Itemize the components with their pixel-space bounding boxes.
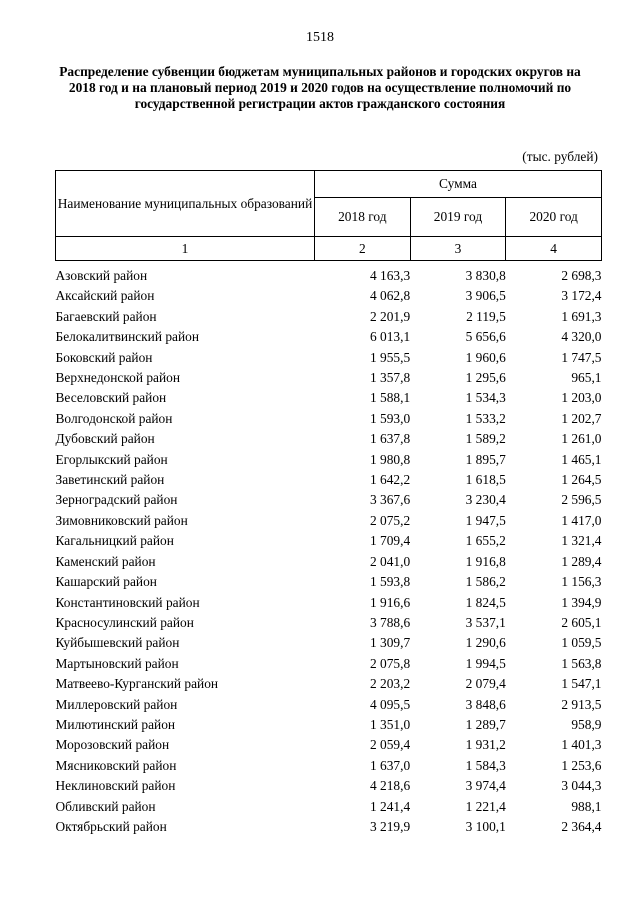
municipality-name-cell: Морозовский район bbox=[55, 737, 170, 753]
table-row bbox=[56, 348, 602, 368]
value-2020-cell: 1 289,4 bbox=[561, 553, 602, 569]
municipality-name-cell: Заветинский район bbox=[55, 472, 165, 488]
value-2018-cell: 4 062,8 bbox=[369, 288, 411, 304]
table-row bbox=[56, 327, 602, 347]
value-2020-cell: 1 203,0 bbox=[561, 390, 602, 406]
document-title: Распределение субвенции бюджетам муниципальных районов и городских округов на 2018 год и на плановый период 2019 и 2020 годов на осуществление полномочий по государственной регистрации актов гражданского состояния bbox=[59, 64, 581, 111]
value-2019-cell: 1 533,2 bbox=[465, 410, 506, 426]
municipality-name-cell: Красносулинский район bbox=[55, 614, 194, 630]
municipality-name-cell: Зерноградский район bbox=[55, 492, 178, 508]
value-2018-cell: 1 916,6 bbox=[369, 594, 411, 610]
municipality-name-cell: Каменский район bbox=[55, 553, 156, 569]
value-2018-cell: 1 637,0 bbox=[369, 757, 411, 773]
municipality-name-cell: Белокалитвинский район bbox=[55, 329, 200, 345]
table-row bbox=[56, 307, 602, 327]
value-2020-cell: 1 059,5 bbox=[561, 635, 602, 651]
value-2018-cell: 2 041,0 bbox=[369, 553, 411, 569]
table-row bbox=[56, 654, 602, 674]
value-2018-cell: 1 955,5 bbox=[369, 349, 411, 365]
table-row bbox=[56, 593, 602, 613]
value-2018-cell: 1 351,0 bbox=[369, 716, 411, 732]
value-2020-cell: 1 394,9 bbox=[561, 594, 602, 610]
municipality-name-cell: Волгодонской район bbox=[55, 410, 173, 426]
value-2018-cell: 1 241,4 bbox=[369, 798, 411, 814]
value-2020-cell: 1 253,6 bbox=[561, 757, 602, 773]
table-row bbox=[56, 531, 602, 551]
value-2020-cell: 1 465,1 bbox=[561, 451, 602, 467]
table-row bbox=[56, 490, 602, 510]
column-number-1: 1 bbox=[56, 237, 315, 261]
value-2018-cell: 1 709,4 bbox=[369, 533, 411, 549]
value-2019-cell: 1 994,5 bbox=[465, 655, 506, 671]
value-2020-cell: 958,9 bbox=[571, 716, 602, 732]
municipality-name-cell: Зимовниковский район bbox=[55, 512, 188, 528]
value-2020-cell: 1 156,3 bbox=[561, 574, 602, 590]
value-2018-cell: 2 201,9 bbox=[369, 308, 411, 324]
value-2018-cell: 1 980,8 bbox=[369, 451, 411, 467]
value-2019-cell: 1 290,6 bbox=[465, 635, 506, 651]
value-2019-cell: 1 618,5 bbox=[465, 472, 506, 488]
value-2020-cell: 4 320,0 bbox=[561, 329, 602, 345]
table-row bbox=[56, 552, 602, 572]
value-2018-cell: 1 642,2 bbox=[369, 472, 411, 488]
value-2020-cell: 1 563,8 bbox=[561, 655, 602, 671]
municipality-name-cell: Веселовский район bbox=[55, 390, 167, 406]
table-row bbox=[56, 715, 602, 735]
value-2018-cell: 2 075,8 bbox=[369, 655, 411, 671]
municipality-name-cell: Милютинский район bbox=[55, 716, 176, 732]
subvention-table bbox=[55, 170, 602, 837]
value-2020-cell: 1 417,0 bbox=[561, 512, 602, 528]
value-2019-cell: 1 895,7 bbox=[465, 451, 506, 467]
table-row bbox=[56, 368, 602, 388]
municipality-name-cell: Мартыновский район bbox=[55, 655, 179, 671]
value-2020-cell: 1 264,5 bbox=[561, 472, 602, 488]
value-2020-cell: 3 172,4 bbox=[561, 288, 602, 304]
table-row bbox=[56, 776, 602, 796]
page-number: 1518 bbox=[306, 30, 334, 45]
municipality-name-cell: Обливский район bbox=[55, 798, 156, 814]
column-number-4: 4 bbox=[506, 237, 602, 261]
value-2018-cell: 1 588,1 bbox=[369, 390, 411, 406]
value-2020-cell: 965,1 bbox=[571, 370, 602, 386]
table-row bbox=[56, 286, 602, 306]
table-row bbox=[56, 817, 602, 837]
value-2018-cell: 1 637,8 bbox=[369, 431, 411, 447]
municipality-name-cell: Мясниковский район bbox=[55, 757, 177, 773]
value-2020-cell: 2 698,3 bbox=[561, 268, 602, 283]
header-municipality-name: Наименование муниципальных образований bbox=[56, 171, 315, 237]
value-2018-cell: 4 163,3 bbox=[369, 268, 411, 283]
table-row bbox=[56, 470, 602, 490]
value-2019-cell: 3 906,5 bbox=[465, 288, 506, 304]
table-row bbox=[56, 756, 602, 776]
table-row bbox=[56, 388, 602, 408]
value-2020-cell: 988,1 bbox=[571, 798, 602, 814]
municipality-name-cell: Аксайский район bbox=[55, 288, 155, 304]
table-row bbox=[56, 511, 602, 531]
header-year-2019: 2019 год bbox=[410, 198, 506, 237]
municipality-name-cell: Неклиновский район bbox=[55, 778, 176, 794]
value-2018-cell: 1 593,0 bbox=[369, 410, 411, 426]
header-sum: Сумма bbox=[315, 171, 602, 198]
value-2019-cell: 1 584,3 bbox=[465, 757, 506, 773]
value-2018-cell: 3 219,9 bbox=[369, 818, 411, 834]
value-2018-cell: 4 218,6 bbox=[369, 778, 411, 794]
value-2018-cell: 2 203,2 bbox=[369, 676, 411, 692]
table-row bbox=[56, 409, 602, 429]
value-2018-cell: 3 788,6 bbox=[369, 614, 411, 630]
table-row bbox=[56, 613, 602, 633]
value-2020-cell: 2 364,4 bbox=[561, 818, 602, 834]
value-2018-cell: 1 357,8 bbox=[369, 370, 411, 386]
value-2020-cell: 3 044,3 bbox=[561, 778, 602, 794]
table-row bbox=[56, 261, 602, 287]
value-2018-cell: 1 593,8 bbox=[369, 574, 411, 590]
column-number-3: 3 bbox=[410, 237, 506, 261]
value-2020-cell: 1 401,3 bbox=[561, 737, 602, 753]
units-label: (тыс. рублей) bbox=[522, 149, 598, 164]
table-body bbox=[56, 261, 602, 838]
value-2019-cell: 1 589,2 bbox=[465, 431, 506, 447]
value-2020-cell: 1 547,1 bbox=[561, 676, 602, 692]
table-row bbox=[56, 735, 602, 755]
header-year-2018: 2018 год bbox=[315, 198, 411, 237]
table-row bbox=[56, 572, 602, 592]
municipality-name-cell: Куйбышевский район bbox=[55, 635, 180, 651]
table-row bbox=[56, 797, 602, 817]
table-row bbox=[56, 695, 602, 715]
value-2018-cell: 6 013,1 bbox=[369, 329, 411, 345]
value-2019-cell: 3 974,4 bbox=[465, 778, 506, 794]
value-2019-cell: 1 586,2 bbox=[465, 574, 506, 590]
municipality-name-cell: Октябрьский район bbox=[55, 818, 167, 834]
value-2019-cell: 2 079,4 bbox=[465, 676, 506, 692]
value-2020-cell: 1 321,4 bbox=[561, 533, 602, 549]
value-2019-cell: 1 931,2 bbox=[465, 737, 506, 753]
value-2019-cell: 1 289,7 bbox=[465, 716, 506, 732]
value-2019-cell: 3 848,6 bbox=[465, 696, 506, 712]
municipality-name-cell: Матвеево-Курганский район bbox=[55, 676, 219, 692]
value-2019-cell: 1 534,3 bbox=[465, 390, 506, 406]
municipality-name-cell: Боковский район bbox=[55, 349, 153, 365]
municipality-name-cell: Кагальницкий район bbox=[55, 533, 174, 549]
value-2020-cell: 2 605,1 bbox=[561, 614, 602, 630]
value-2019-cell: 1 824,5 bbox=[465, 594, 506, 610]
municipality-name-cell: Кашарский район bbox=[55, 574, 157, 590]
value-2020-cell: 1 691,3 bbox=[561, 308, 602, 324]
value-2020-cell: 1 202,7 bbox=[561, 410, 602, 426]
value-2019-cell: 1 221,4 bbox=[465, 798, 506, 814]
value-2020-cell: 2 913,5 bbox=[561, 696, 602, 712]
value-2019-cell: 1 295,6 bbox=[465, 370, 506, 386]
header-year-2020: 2020 год bbox=[506, 198, 602, 237]
municipality-name-cell: Миллеровский район bbox=[55, 696, 178, 712]
value-2019-cell: 1 947,5 bbox=[465, 512, 506, 528]
municipality-name-cell: Константиновский район bbox=[55, 594, 200, 610]
value-2018-cell: 4 095,5 bbox=[369, 696, 411, 712]
value-2018-cell: 1 309,7 bbox=[369, 635, 411, 651]
municipality-name-cell: Дубовский район bbox=[55, 431, 155, 447]
value-2020-cell: 2 596,5 bbox=[561, 492, 602, 508]
value-2018-cell: 2 059,4 bbox=[369, 737, 411, 753]
value-2018-cell: 2 075,2 bbox=[369, 512, 411, 528]
municipality-name-cell: Егорлыкский район bbox=[55, 451, 168, 467]
municipality-name-cell: Азовский район bbox=[55, 268, 148, 283]
value-2019-cell: 1 655,2 bbox=[465, 533, 506, 549]
value-2019-cell: 3 230,4 bbox=[465, 492, 506, 508]
table-row bbox=[56, 450, 602, 470]
municipality-name-cell: Багаевский район bbox=[55, 308, 157, 324]
value-2019-cell: 3 537,1 bbox=[465, 614, 506, 630]
municipality-name-cell: Верхнедонской район bbox=[55, 370, 181, 386]
value-2019-cell: 1 916,8 bbox=[465, 553, 506, 569]
value-2019-cell: 3 830,8 bbox=[465, 268, 506, 283]
value-2019-cell: 2 119,5 bbox=[466, 308, 506, 324]
value-2020-cell: 1 747,5 bbox=[561, 349, 602, 365]
table-row bbox=[56, 674, 602, 694]
value-2019-cell: 3 100,1 bbox=[465, 818, 506, 834]
table-row bbox=[56, 633, 602, 653]
table-row bbox=[56, 429, 602, 449]
column-number-2: 2 bbox=[315, 237, 411, 261]
value-2018-cell: 3 367,6 bbox=[369, 492, 411, 508]
value-2020-cell: 1 261,0 bbox=[561, 431, 602, 447]
value-2019-cell: 5 656,6 bbox=[465, 329, 506, 345]
value-2019-cell: 1 960,6 bbox=[465, 349, 506, 365]
